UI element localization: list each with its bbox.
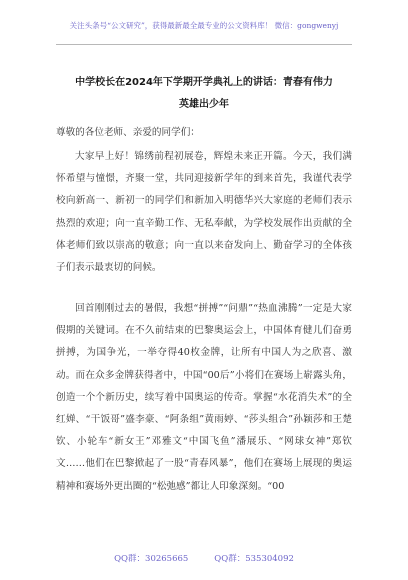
qq-group-2: QQ群：535304092	[214, 554, 294, 564]
paragraph: 回首刚刚过去的暑假，我想“拼搏”“问鼎”“热血沸腾”一定是大家假期的关键词。在不久前结束的巴黎奥运会上，中国体育健儿们奋勇拼搏，为国争光，一举夺得40枚金牌，让所有中国人为之欣喜、激动。而在众多金牌获得者中，中国“00后”小将们在赛场上崭露头角，创造一个个新历史，续写着中国奥运的传奇。掌握“水花消失术”的全红婵、“干饭哥”盛李豪、“阿条组”黄雨婷、“莎头组合”孙颖莎和王楚钦、小轮车“新女王”邓雅文“中国飞鱼”潘展乐、“网球女神”郑钦文……他们在巴黎掀起了一股“青春风暴”，他们在赛场上展现的奥运精神和赛场外更出圈的“松弛感”都让人印象深刻。“00	[56, 303, 352, 492]
title-line-2: 英雄出少年	[179, 99, 229, 110]
salutation: 尊敬的各位老师、亲爱的同学们：	[56, 127, 200, 138]
title-line-1: 中学校长在2024年下学期开学典礼上的讲话：青春有伟力	[75, 77, 333, 88]
qq-group-1: QQ群：30265665	[114, 554, 189, 564]
document-title	[56, 72, 352, 116]
paragraph: 大家早上好！锦绣前程初展卷，辉煌未来正开篇。今天，我们满怀希望与憧憬，齐聚一堂，共同迎接新学年的到来首先，我谨代表学校向新高一、新初一的同学们和新加入明德华兴大家庭的老师们表示热烈的欢迎；向一直辛勤工作、无私奉献，为学校发展作出贡献的全体老师们致以崇高的敬意；向一直以来奋发向上、勤奋学习的全体孩子们表示最衷切的问候。	[56, 151, 352, 274]
header-divider	[56, 44, 352, 45]
header-banner: 关注头条号“公文研究”，获得最新最全最专业的公文资料库！ 微信：gongwenyj	[69, 21, 339, 30]
footer-contact	[0, 552, 408, 564]
